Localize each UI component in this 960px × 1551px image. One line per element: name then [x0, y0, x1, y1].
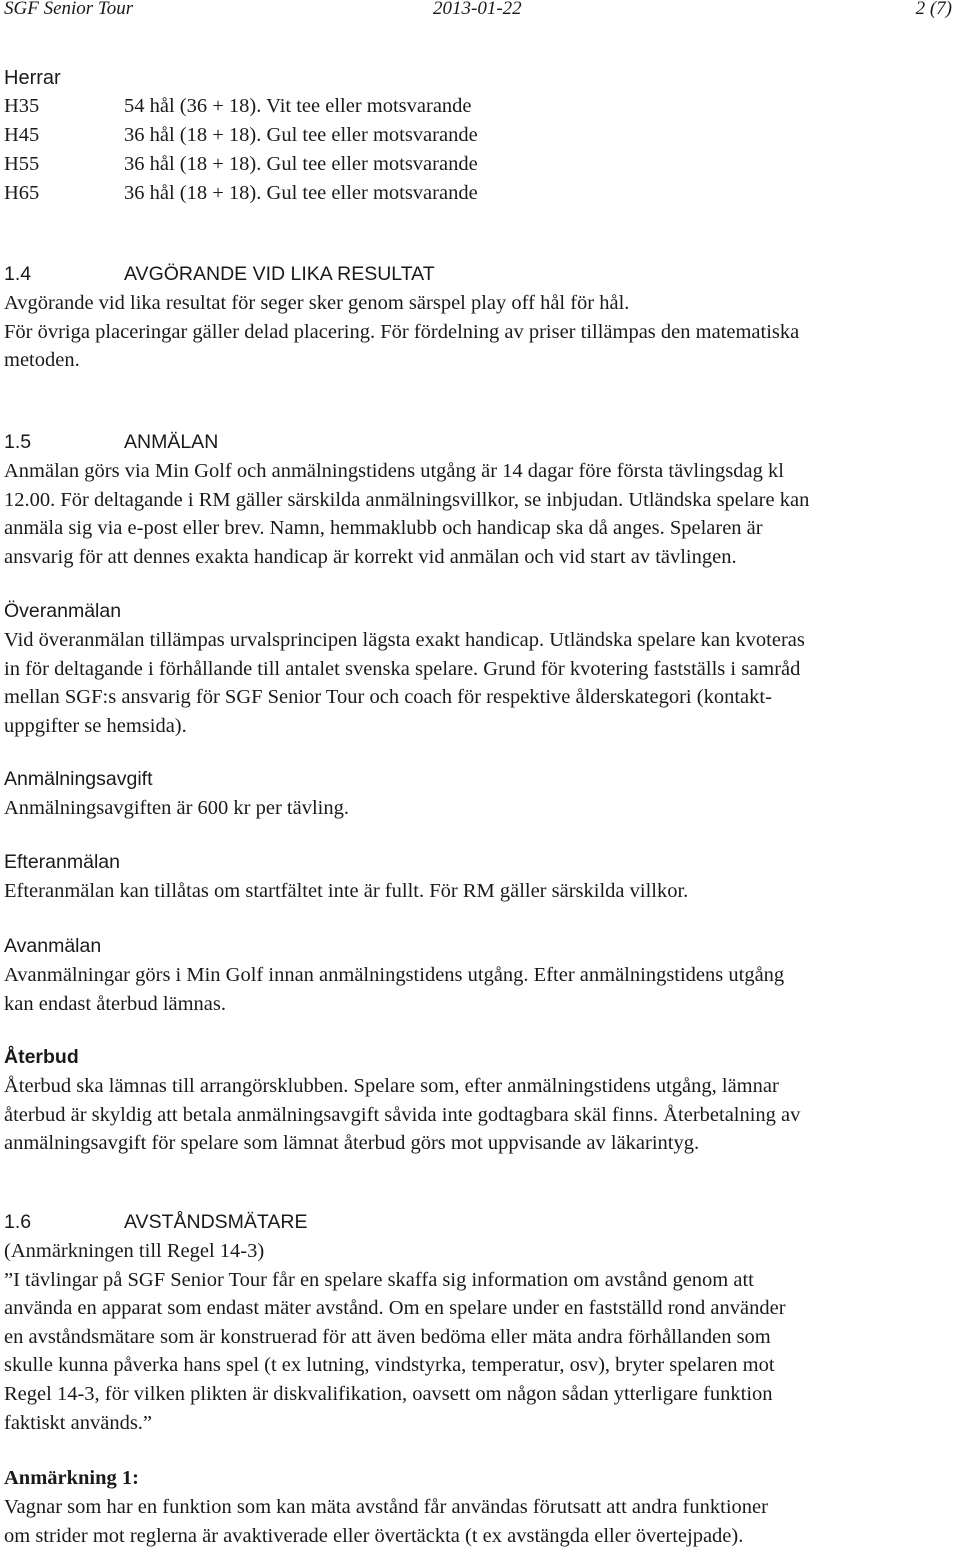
section-1-4-text — [4, 289, 954, 375]
text-line: ”I tävlingar på SGF Senior Tour får en spelare skaffa sig information om avstånd genom att — [4, 1268, 754, 1291]
anmalningsavgift-heading: Anmälningsavgift — [4, 768, 153, 790]
text-line: Avanmälningar görs i Min Golf innan anmälningstidens utgång. Efter anmälningstidens utgång — [4, 964, 785, 986]
text-line: mellan SGF:s ansvarig för SGF Senior Tour och coach för respektive ålderskategori (kontakt- — [4, 686, 772, 709]
text-line: För övriga placeringar gäller delad placering. För fördelning av priser tillämpas den matematiska — [4, 320, 800, 343]
section-number: 1.4 — [4, 263, 32, 285]
section-1-4-heading — [4, 260, 435, 288]
efteranmalan-heading: Efteranmälan — [4, 851, 120, 873]
text-line: om strider mot reglerna är avaktiverade eller övertäckta (t ex avstängda eller övertejpade). — [4, 1524, 744, 1547]
anmarkning-text — [4, 1493, 954, 1550]
text-line: anmälningsavgift för spelare som lämnat återbud görs mot uppvisande av läkarintyg. — [4, 1132, 700, 1155]
text-line: Efteranmälan kan tillåtas om startfältet inte är fullt. För RM gäller särskilda villkor. — [4, 880, 689, 902]
class-row — [4, 179, 478, 208]
section-title: AVGÖRANDE VID LIKA RESULTAT — [124, 263, 435, 285]
text-line: återbud är skyldig att betala anmälningsavgift såvida inte godtagbara skäl finns. Återbetalning av — [4, 1103, 801, 1126]
section-1-6-heading — [4, 1208, 307, 1236]
text-line: Avgörande vid lika resultat för seger sker genom särspel play off hål för hål. — [4, 292, 630, 314]
efteranmalan-text — [4, 877, 954, 906]
class-row — [4, 150, 478, 179]
class-row — [4, 92, 478, 121]
section-1-5-text — [4, 457, 954, 571]
class-text: 36 hål (18 + 18). Gul tee eller motsvarande — [124, 182, 478, 204]
section-number: 1.5 — [4, 431, 32, 453]
section-number: 1.6 — [4, 1211, 32, 1233]
text-line: (Anmärkningen till Regel 14-3) — [4, 1240, 265, 1262]
text-line: använda en apparat som endast mäter avstånd. Om en spelare under en fastställd rond använder — [4, 1297, 786, 1320]
class-row — [4, 121, 478, 150]
avanmalan-heading: Avanmälan — [4, 935, 102, 957]
section-1-5-heading — [4, 428, 218, 456]
header-date: 2013-01-22 — [433, 0, 522, 19]
text-line: en avståndsmätare som är konstruerad för att även bedöma eller mäta andra förhållanden som — [4, 1325, 771, 1348]
herrar-heading: Herrar — [4, 67, 61, 89]
class-table — [4, 92, 478, 208]
text-line: metoden. — [4, 349, 80, 372]
overanmalan-heading: Överanmälan — [4, 600, 122, 622]
text-line: in för deltagande i förhållande till antalet svenska spelare. Grund för kvotering fastställs i samråd — [4, 657, 801, 680]
avanmalan-text — [4, 961, 954, 1018]
class-code: H45 — [4, 124, 40, 146]
text-line: Återbud ska lämnas till arrangörsklubben. Spelare som, efter anmälningstidens utgång, lämnar — [4, 1075, 779, 1097]
class-text: 36 hål (18 + 18). Gul tee eller motsvarande — [124, 153, 478, 175]
text-line: uppgifter se hemsida). — [4, 714, 187, 737]
header-title: SGF Senior Tour — [4, 0, 134, 19]
section-title: ANMÄLAN — [124, 431, 219, 453]
text-line: ansvarig för att dennes exakta handicap är korrekt vid anmälan och vid start av tävlingen. — [4, 545, 737, 568]
text-line: kan endast återbud lämnas. — [4, 992, 227, 1015]
class-text: 36 hål (18 + 18). Gul tee eller motsvarande — [124, 124, 478, 146]
overanmalan-text — [4, 626, 954, 740]
text-line: Vid överanmälan tillämpas urvalsprincipen lägsta exakt handicap. Utländska spelare kan kvoteras — [4, 629, 805, 651]
text-line: Vagnar som har en funktion som kan mäta avstånd får användas förutsatt att andra funktioner — [4, 1496, 768, 1518]
page-header — [0, 0, 960, 20]
class-code: H65 — [4, 182, 40, 204]
header-page-number: 2 (7) — [915, 0, 952, 19]
aterbud-heading: Återbud — [4, 1046, 79, 1068]
text-line: Regel 14-3, för vilken plikten är diskvalifikation, oavsett om någon sådan ytterligare funktion — [4, 1382, 773, 1405]
anmarkning-heading: Anmärkning 1: — [4, 1467, 139, 1489]
text-line: skulle kunna påverka hans spel (t ex lutning, vindstyrka, temperatur, osv), bryter spelaren mot — [4, 1354, 775, 1377]
class-code: H55 — [4, 153, 40, 175]
text-line: 12.00. För deltagande i RM gäller särskilda anmälningsvillkor, se inbjudan. Utländska spelare kan — [4, 488, 810, 511]
text-line: anmäla sig via e-post eller brev. Namn, hemmaklubb och handicap ska då anges. Spelaren är — [4, 517, 763, 540]
text-line: Anmälan görs via Min Golf och anmälningstidens utgång är 14 dagar före första tävlingsdag kl — [4, 460, 784, 482]
anmalningsavgift-text — [4, 794, 954, 823]
aterbud-text — [4, 1072, 954, 1158]
section-1-6-text — [4, 1237, 954, 1437]
class-text: 54 hål (36 + 18). Vit tee eller motsvarande — [124, 95, 472, 117]
text-line: faktiskt används.” — [4, 1411, 153, 1434]
text-line: Anmälningsavgiften är 600 kr per tävling. — [4, 797, 349, 819]
class-code: H35 — [4, 95, 40, 117]
section-title: AVSTÅNDSMÄTARE — [124, 1211, 308, 1233]
